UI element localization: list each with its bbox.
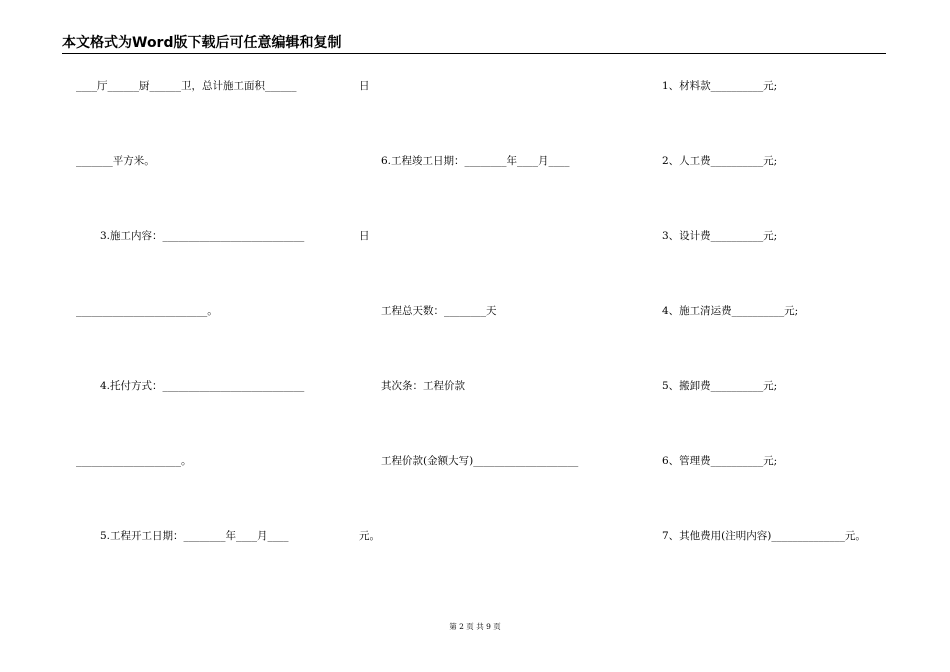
- left-line-5: 4.托付方式：___________________________: [100, 380, 305, 392]
- document-header-title: 本文格式为Word版下载后可任意编辑和复制: [62, 35, 342, 51]
- left-line-1: ____厅______厨______卫，总计施工面积______: [76, 80, 297, 92]
- mid-line-1: 日: [359, 80, 370, 92]
- right-line-4: 4、施工清运费__________元;: [662, 305, 799, 317]
- mid-line-7: 元。: [359, 530, 380, 542]
- mid-line-6: 工程价款(金额大写)____________________: [381, 455, 579, 467]
- right-line-6: 6、管理费__________元;: [662, 455, 778, 467]
- right-line-3: 3、设计费__________元;: [662, 230, 778, 242]
- left-line-6: ____________________。: [76, 455, 192, 467]
- left-line-4: _________________________。: [76, 305, 218, 317]
- left-line-3: 3.施工内容：___________________________: [100, 230, 305, 242]
- mid-line-4: 工程总天数：________天: [381, 305, 497, 317]
- right-line-5: 5、搬卸费__________元;: [662, 380, 778, 392]
- page-number-footer: 第 2 页 共 9 页: [449, 622, 501, 631]
- mid-line-3: 日: [359, 230, 370, 242]
- mid-line-5: 其次条：工程价款: [381, 380, 465, 392]
- right-line-7: 7、其他费用(注明内容)______________元。: [662, 530, 866, 542]
- mid-line-2: 6.工程竣工日期：________年____月____: [381, 155, 570, 167]
- right-line-1: 1、材料款__________元;: [662, 80, 778, 92]
- header-divider: [62, 53, 886, 54]
- left-line-2: _______平方米。: [76, 155, 155, 167]
- left-line-7: 5.工程开工日期：________年____月____: [100, 530, 289, 542]
- right-line-2: 2、人工费__________元;: [662, 155, 778, 167]
